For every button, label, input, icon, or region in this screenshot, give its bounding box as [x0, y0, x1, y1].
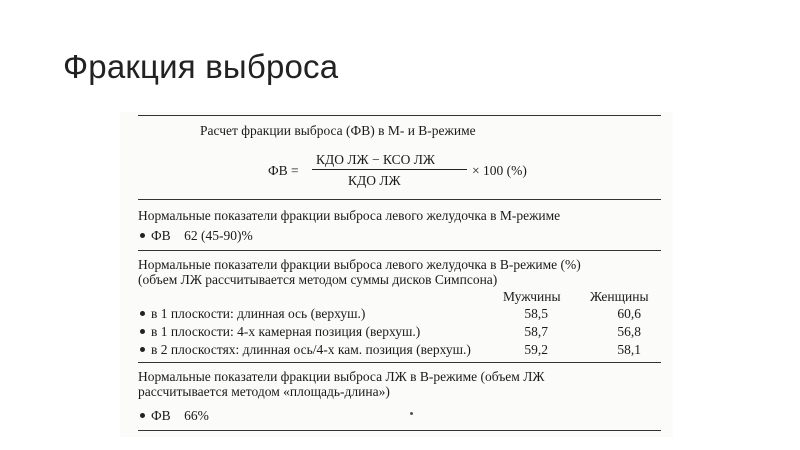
column-header-women: Женщины [590, 289, 649, 304]
bullet-icon [140, 347, 145, 352]
slide-title: Фракция выброса [63, 48, 339, 85]
reference-table [120, 112, 673, 437]
row-value-women: 58,1 [617, 342, 641, 357]
row-value-women: 56,8 [617, 324, 641, 339]
bullet-icon [140, 233, 145, 238]
row-value-men: 59,2 [524, 342, 548, 357]
row-value-men: 58,5 [524, 306, 548, 321]
formula-lhs: ФВ = [268, 163, 299, 178]
bullet-icon [140, 311, 145, 316]
b-mode-simpson-heading-line1: Нормальные показатели фракции выброса левого желудочка в В-режиме (%) [138, 257, 581, 272]
row-label: в 2 плоскостях: длинная ось/4-х кам. позиция (верхуш.) [140, 342, 471, 357]
section-rule-1 [138, 199, 661, 200]
table-bottom-rule [138, 430, 661, 431]
b-mode-area-heading-line2: рассчитывается методом «площадь-длина») [138, 384, 390, 399]
bullet-icon [140, 413, 145, 418]
column-header-men: Мужчины [503, 289, 561, 304]
table-top-rule [138, 115, 661, 116]
scan-speck [410, 412, 413, 415]
row-value-women: 60,6 [617, 306, 641, 321]
m-mode-item: ФВ 62 (45-90)% [140, 228, 253, 243]
b-mode-simpson-heading-line2: (объем ЛЖ рассчитывается методом суммы дисков Симпсона) [138, 272, 498, 287]
m-mode-heading: Нормальные показатели фракции выброса левого желудочка в М-режиме [138, 208, 561, 223]
formula-denominator: КДО ЛЖ [348, 173, 401, 188]
fraction-bar [312, 169, 467, 170]
calc-title: Расчет фракции выброса (ФВ) в М- и В-режиме [200, 123, 476, 138]
row-label: в 1 плоскости: длинная ось (верхуш.) [140, 306, 365, 321]
formula-rhs: × 100 (%) [472, 163, 527, 178]
b-mode-area-item: ФВ 66% [140, 408, 209, 423]
formula-numerator: КДО ЛЖ − КСО ЛЖ [316, 152, 436, 167]
row-label: в 1 плоскости: 4-х камерная позиция (верхуш.) [140, 324, 420, 339]
section-rule-3 [138, 362, 661, 363]
row-value-men: 58,7 [524, 324, 548, 339]
section-rule-2 [138, 250, 661, 251]
bullet-icon [140, 329, 145, 334]
b-mode-area-heading-line1: Нормальные показатели фракции выброса ЛЖ в В-режиме (объем ЛЖ [138, 369, 545, 384]
